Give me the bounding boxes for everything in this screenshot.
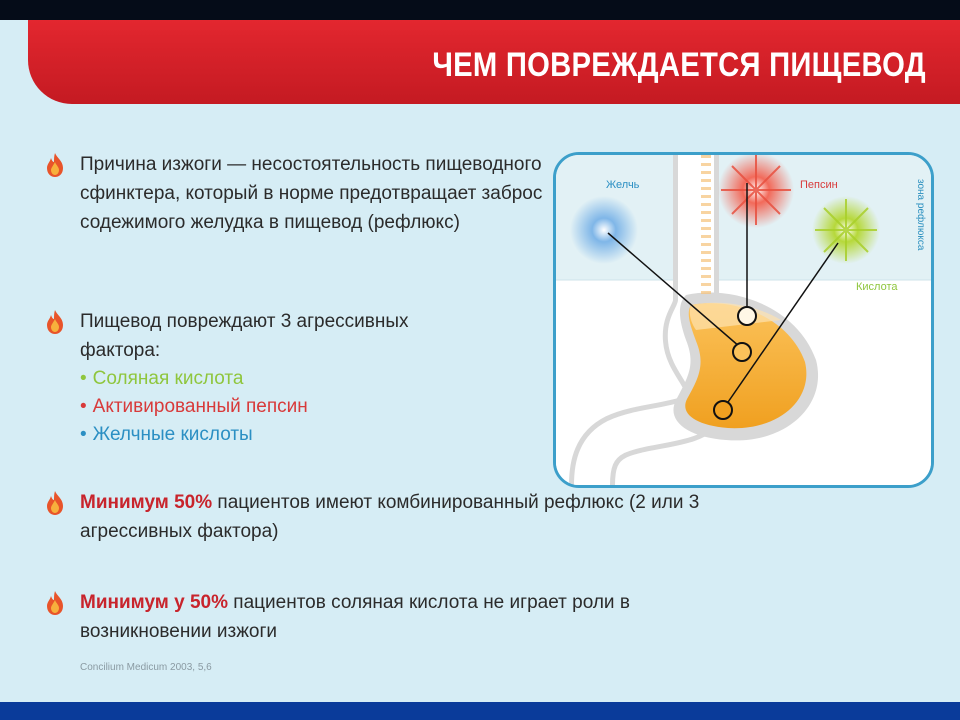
highlight-text: Минимум у 50% [80, 592, 228, 613]
factors-list [80, 365, 544, 449]
list-item: • Соляная кислота [80, 368, 244, 389]
label-acid: Кислота [856, 281, 898, 293]
bottom-bar [0, 702, 960, 720]
title-band [28, 20, 960, 104]
bullet-acid-role [44, 588, 744, 646]
label-reflux-zone: зона рефлюкса [915, 179, 926, 251]
source-citation: Concilium Medicum 2003, 5,6 [80, 662, 212, 673]
flame-icon [44, 152, 66, 178]
list-item: • Активированный пепсин [80, 396, 308, 417]
bullet-cause [44, 150, 544, 237]
top-bar [0, 0, 960, 20]
label-pepsin: Пепсин [800, 179, 838, 191]
page-title: ЧЕМ ПОВРЕЖДАЕТСЯ ПИЩЕВОД [432, 46, 926, 84]
list-item: • Желчные кислоты [80, 424, 253, 445]
stomach-diagram [553, 152, 934, 488]
marker-acid [714, 401, 732, 419]
bullet-cause-text: Причина изжоги — несостоятельность пищеводного сфинктера, который в норме предотвращает заброс содежимого желудка в пищевод (рефлюкс) [80, 154, 543, 233]
flame-icon [44, 490, 66, 516]
flame-icon [44, 590, 66, 616]
marker-pepsin [738, 307, 756, 325]
bullet-factors-text: Пищевод повреждают 3 агрессивных фактора: [80, 311, 409, 361]
bullet-factors [44, 307, 544, 449]
flame-icon [44, 309, 66, 335]
marker-bile [733, 343, 751, 361]
highlight-text: Минимум 50% [80, 492, 213, 513]
bullet-combined-text: Минимум 50% пациентов имеют комбинированный рефлюкс (2 или 3 агрессивных фактора) [80, 492, 700, 542]
bullet-combined [44, 488, 744, 546]
stomach-illustration [556, 155, 931, 485]
label-bile: Желчь [606, 179, 640, 191]
bullet-acid-role-text: Минимум у 50% пациентов соляная кислота не играет роли в возникновении изжоги [80, 592, 630, 642]
